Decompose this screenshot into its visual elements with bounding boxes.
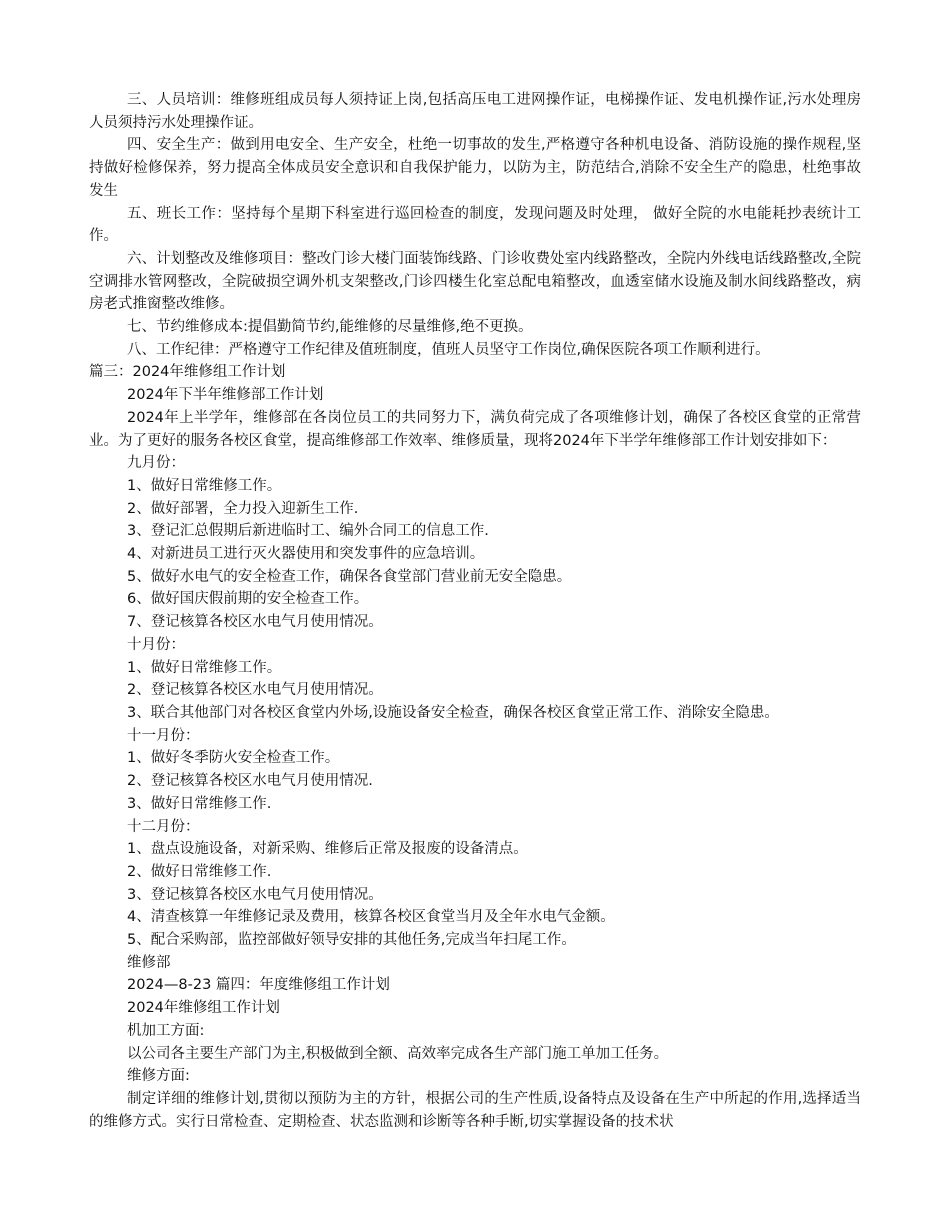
paragraph: 七、节约维修成本:提倡勤简节约,能维修的尽量维修,绝不更换。 [127, 319, 533, 336]
paragraph: 3、联合其他部门对各校区食堂内外场,设施设备安全检查，确保各校区食堂正常工作、消除安全隐患。 [127, 704, 779, 721]
paragraph: 篇三：2024年维修组工作计划 [89, 364, 286, 381]
paragraph: 九月份： [127, 455, 185, 472]
paragraph: 5、做好水电气的安全检查工作，确保各食堂部门营业前无安全隐患。 [127, 568, 572, 585]
paragraph: 1、盘点设施设备，对新采购、维修后正常及报废的设备清点。 [127, 841, 528, 858]
paragraph: 1、做好日常维修工作。 [127, 477, 282, 494]
paragraph: 维修方面: [127, 1068, 190, 1085]
paragraph: 十一月份： [127, 727, 200, 744]
paragraph: 十二月份： [127, 818, 200, 835]
paragraph: 十月份： [127, 636, 185, 653]
paragraph: 4、清查核算一年维修记录及费用，核算各校区食堂当月及全年水电气金额。 [127, 909, 615, 926]
paragraph: 三、人员培训：维修班组成员每人须持证上岗,包括高压电工进网操作证，电梯操作证、发电机操作证,污水处理房人员须持污水处理操作证。 [89, 92, 861, 131]
paragraph: 制定详细的维修计划,贯彻以预防为主的方针，根据公司的生产性质,设备特点及设备在生产中所起的作用,选择适当的维修方式。实行日常检查、定期检查、状态监测和诊断等各种手断,切实掌握设备的技术状 [89, 1090, 861, 1130]
paragraph: 2、做好日常维修工作. [127, 863, 272, 880]
paragraph: 2024年维修组工作计划 [127, 1000, 280, 1017]
paragraph: 以公司各主要生产部门为主,积极做到全额、高效率完成各生产部门施工单加工任务。 [127, 1045, 669, 1062]
paragraph: 4、对新进员工进行灭火器使用和突发事件的应急培训。 [127, 546, 485, 563]
paragraph: 六、计划整改及维修项目：整改门诊大楼门面装饰线路、门诊收费处室内线路整改，全院内外线电话线路整改,全院空调排水管网整改，全院破损空调外机支架整改,门诊四楼生化室总配电箱整改，血透室储水设施及制水间线路整改，病房老式推窗整改维修。 [89, 250, 861, 313]
paragraph: 1、做好日常维修工作。 [127, 659, 282, 676]
paragraph: 四、安全生产：做到用电安全、生产安全，杜绝一切事故的发生,严格遵守各种机电设备、消防设施的操作规程,坚持做好检修保养，努力提高全体成员安全意识和自我保护能力，以防为主，防范结合,消除不安全生产的隐患，杜绝事故发生 [89, 137, 861, 199]
paragraph: 7、登记核算各校区水电气月使用情况。 [127, 614, 383, 631]
paragraph: 五、班长工作：坚持每个星期下科室进行巡回检查的制度，发现问题及时处理， 做好全院的水电能耗抄表统计工作。 [89, 205, 861, 245]
paragraph: 2、登记核算各校区水电气月使用情况. [127, 773, 373, 790]
paragraph: 2024年上半学年，维修部在各岗位员工的共同努力下，满负荷完成了各项维修计划，确保了各校区食堂的正常营业。为了更好的服务各校区食堂，提高维修部工作效率、维修质量，现将2024年下半学年维修部工作计划安排如下： [89, 409, 861, 449]
paragraph: 八、工作纪律：严格遵守工作纪律及值班制度，值班人员坚守工作岗位,确保医院各项工作顺利进行。 [127, 341, 770, 358]
paragraph: 2、登记核算各校区水电气月使用情况。 [127, 682, 383, 699]
paragraph: 2024年下半年维修部工作计划 [127, 387, 324, 404]
paragraph: 机加工方面: [127, 1022, 205, 1039]
paragraph: 5、配合采购部，监控部做好领导安排的其他任务,完成当年扫尾工作。 [127, 932, 576, 949]
paragraph: 1、做好冬季防火安全检查工作。 [127, 750, 340, 767]
paragraph: 3、登记汇总假期后新进临时工、编外合同工的信息工作. [127, 523, 489, 540]
paragraph: 6、做好国庆假前期的安全检查工作。 [127, 591, 369, 608]
paragraph: 3、登记核算各校区水电气月使用情况。 [127, 886, 383, 903]
paragraph: 2、做好部署，全力投入迎新生工作. [127, 500, 359, 517]
document-body [89, 89, 861, 1133]
paragraph: 维修部 [127, 954, 171, 971]
paragraph: 2024—8-23 篇四：年度维修组工作计划 [127, 977, 390, 994]
paragraph: 3、做好日常维修工作. [127, 795, 272, 812]
